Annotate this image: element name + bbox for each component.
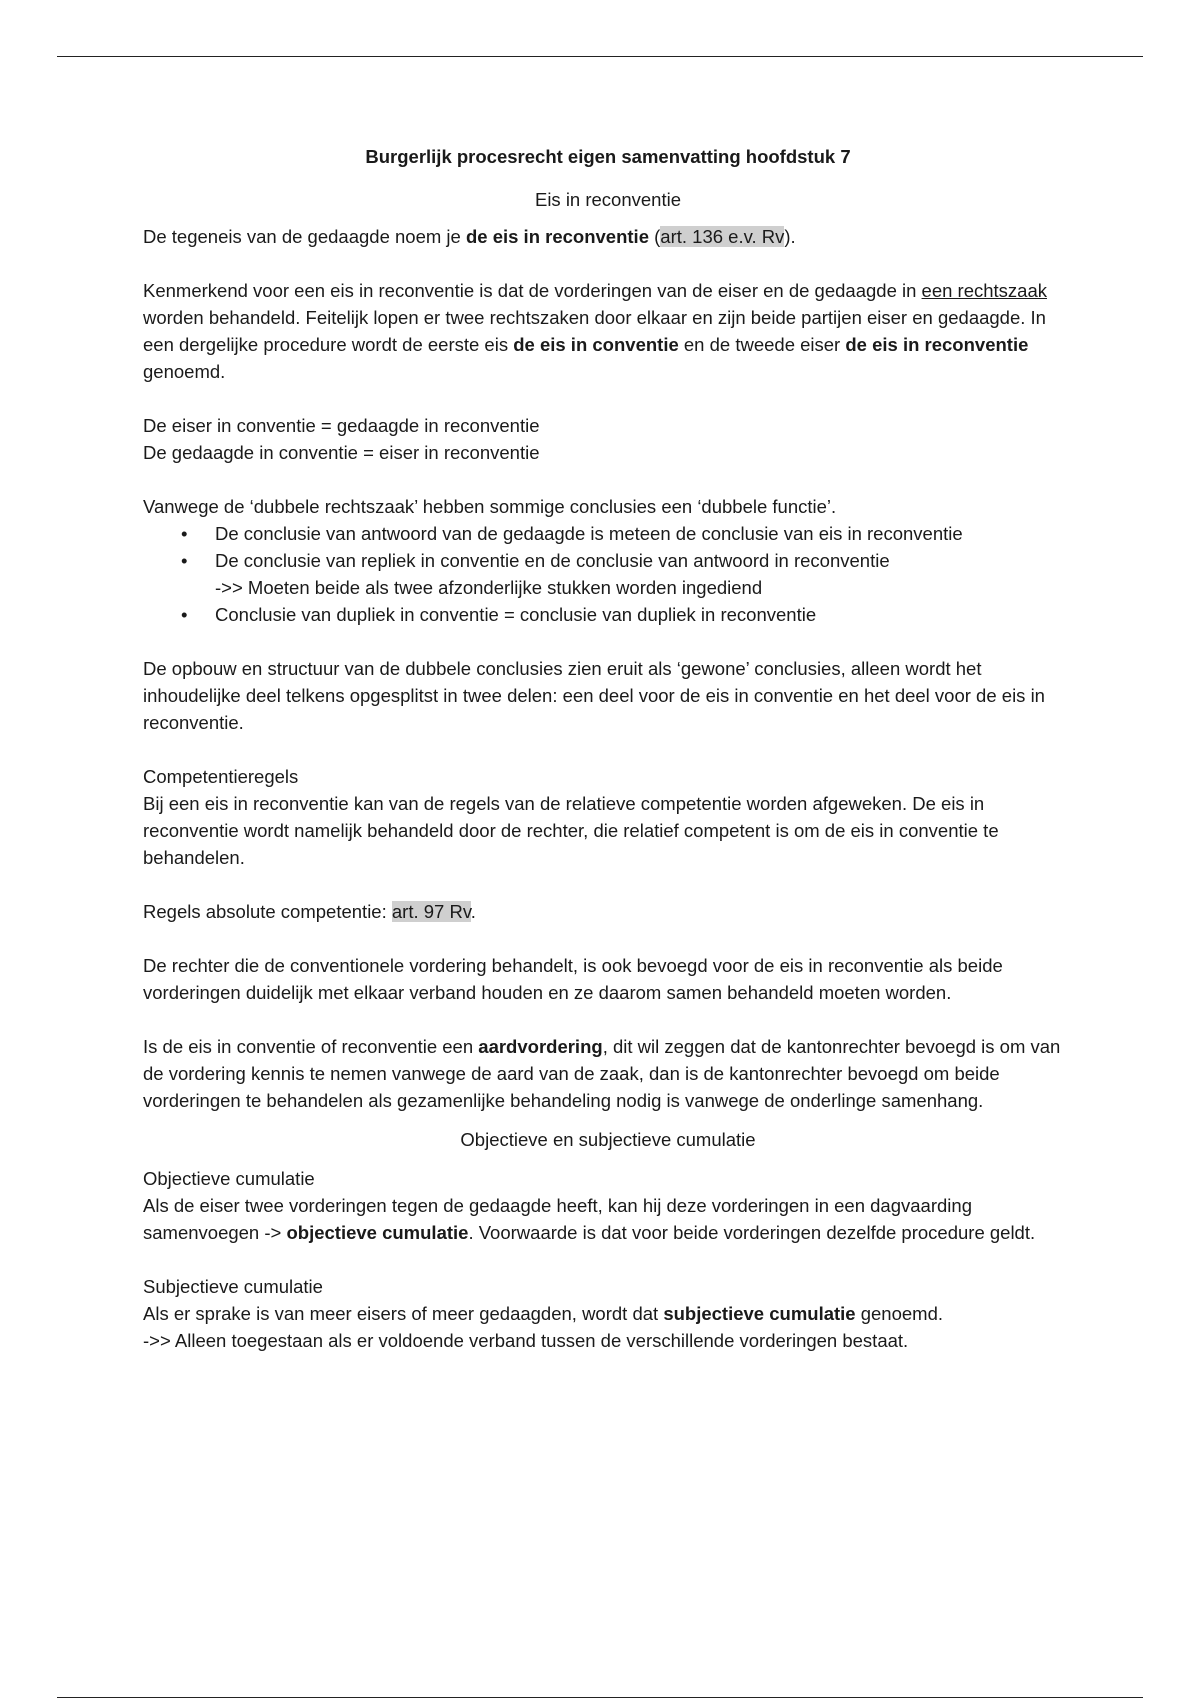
footer-rule — [57, 1697, 1143, 1698]
document-title: Burgerlijk procesrecht eigen samenvatting hoofdstuk 7 — [365, 146, 851, 167]
header-rule — [57, 56, 1143, 57]
paragraph-dubbele-rechtszaak: Vanwege de ‘dubbele rechtszaak’ hebben sommige conclusies een ‘dubbele functie’. — [143, 496, 837, 517]
highlight-article-97: art. 97 Rv — [391, 901, 471, 922]
paragraph-objectieve-cumulatie: Als de eiser twee vorderingen tegen de gedaagde heeft, kan hij deze vorderingen in een dagvaarding samenvoegen -> objectieve cumulatie. Voorwaarde is dat voor beide vorderingen dezelfde procedure geldt. — [143, 1195, 1036, 1243]
paragraph-conventionele-vordering: De rechter die de conventionele vordering behandelt, is ook bevoegd voor de eis in reconventie als beide vorderingen duidelijk met elkaar verband houden en ze daarom samen behandeld moeten worden. — [143, 955, 1003, 1003]
list-item: • Conclusie van dupliek in conventie = conclusie van dupliek in reconventie — [215, 601, 1073, 628]
paragraph-kenmerkend: Kenmerkend voor een eis in reconventie is dat de vorderingen van de eiser en de gedaagde in een rechtszaak worden behandeld. Feitelijk lopen er twee rechtszaken door elkaar en zijn beide partijen eiser en gedaagde. In een dergelijke procedure wordt de eerste eis de eis in conventie en de tweede eiser de eis in reconventie genoemd. — [143, 280, 1048, 382]
section-heading-cumulatie: Objectieve en subjectieve cumulatie — [460, 1129, 756, 1150]
paragraph-opbouw: De opbouw en structuur van de dubbele conclusies zien eruit als ‘gewone’ conclusies, alleen wordt het inhoudelijke deel telkens opgesplitst in twee delen: een deel voor de eis in conventie en het deel voor de eis in reconventie. — [143, 658, 1045, 733]
document-page — [143, 140, 1073, 1381]
subheading-competentieregels: Competentieregels — [143, 766, 299, 787]
paragraph-absolute-competentie: Regels absolute competentie: art. 97 Rv. — [143, 901, 476, 922]
paragraph-eiser-gedaagde: De eiser in conventie = gedaagde in reconventie De gedaagde in conventie = eiser in reconventie — [143, 415, 540, 463]
bullet-list-conclusies — [143, 520, 1073, 628]
list-item: • De conclusie van antwoord van de gedaagde is meteen de conclusie van eis in reconventie — [215, 520, 1073, 547]
highlight-article-136: art. 136 e.v. Rv — [660, 226, 785, 247]
subheading-objectieve-cumulatie: Objectieve cumulatie — [143, 1168, 315, 1189]
paragraph-subjectieve-cumulatie: Als er sprake is van meer eisers of meer gedaagden, wordt dat subjectieve cumulatie genoemd. ->> Alleen toegestaan als er voldoende verband tussen de verschillende vorderingen bestaat. — [143, 1303, 944, 1351]
paragraph-tegeneis: De tegeneis van de gedaagde noem je de eis in reconventie (art. 136 e.v. Rv). — [143, 226, 796, 247]
section-heading-eis-in-reconventie: Eis in reconventie — [534, 189, 682, 210]
paragraph-relatieve-competentie: Bij een eis in reconventie kan van de regels van de relatieve competentie worden afgeweken. De eis in reconventie wordt namelijk behandeld door de rechter, die relatief competent is om de eis in conventie te behandelen. — [143, 793, 999, 868]
subheading-subjectieve-cumulatie: Subjectieve cumulatie — [143, 1276, 323, 1297]
paragraph-aardvordering: Is de eis in conventie of reconventie een aardvordering, dit wil zeggen dat de kantonrechter bevoegd is om van de vordering kennis te nemen vanwege de aard van de zaak, dan is de kantonrechter bevoegd om beide vorderingen te behandelen als gezamenlijke behandeling nodig is vanwege de onderlinge samenhang. — [143, 1036, 1061, 1111]
list-item: • De conclusie van repliek in conventie en de conclusie van antwoord in reconventie ->> Moeten beide als twee afzonderlijke stukken worden ingediend — [215, 547, 1073, 601]
underlined-een-rechtszaak: een rechtszaak — [921, 280, 1048, 301]
